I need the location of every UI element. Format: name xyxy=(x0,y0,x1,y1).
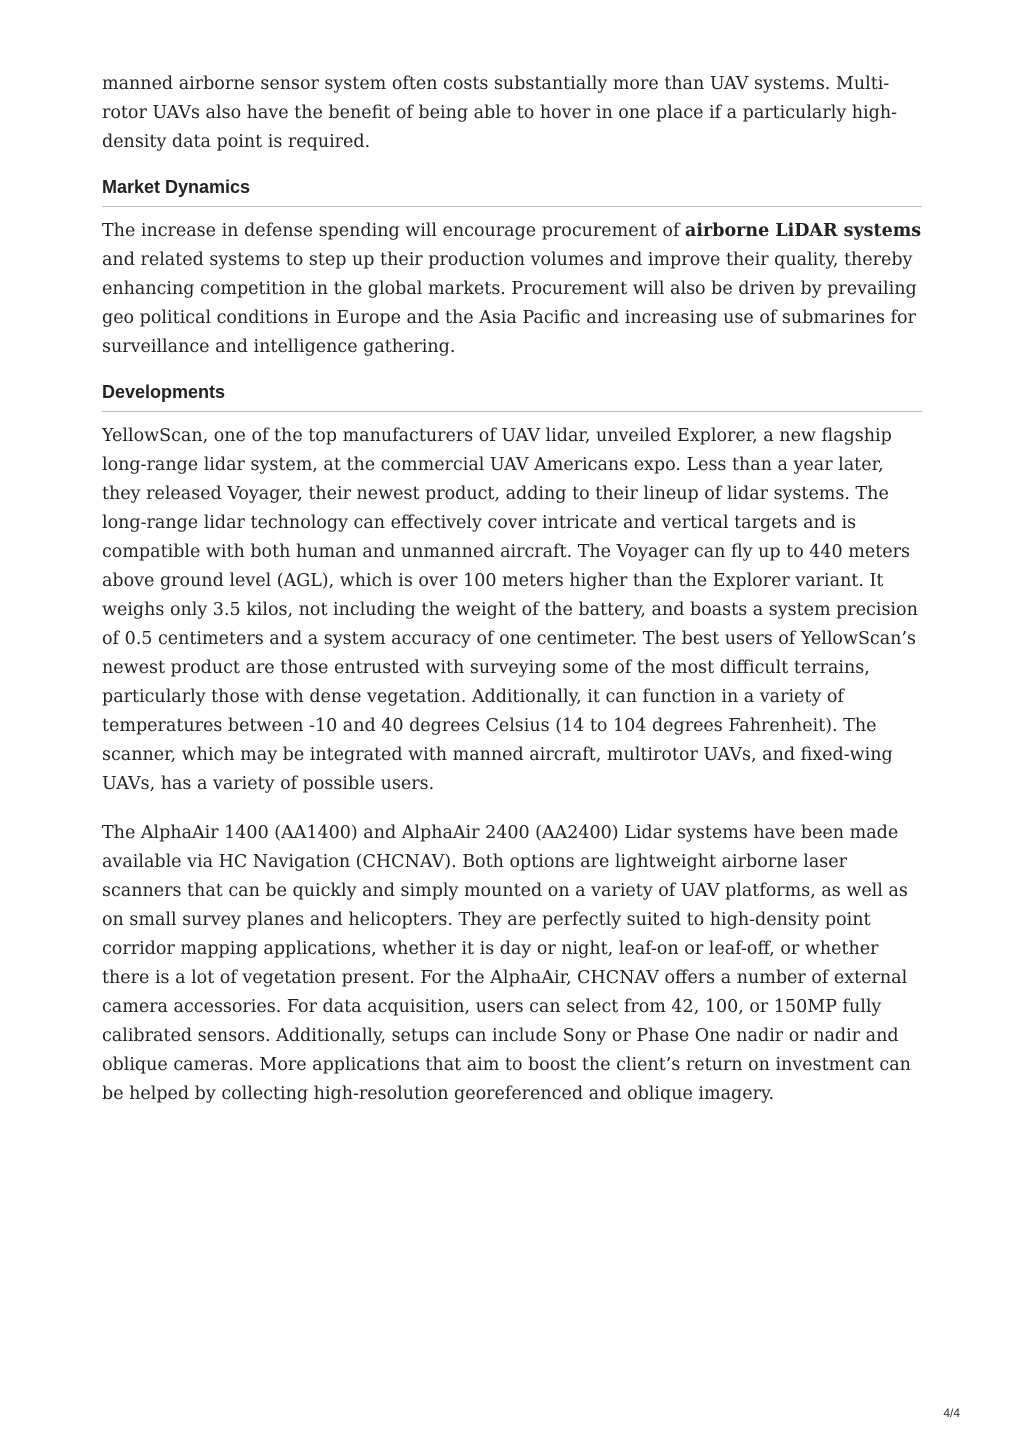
market-text-start: The increase in defense spending will encourage procurement of xyxy=(102,221,686,241)
intro-paragraph: manned airborne sensor system often costs substantially more than UAV systems. Multi-rotor UAVs also have the benefit of being able to hover in one place if a particularly high-density data point is required. xyxy=(102,74,898,152)
airborne-lidar-link[interactable]: airborne LiDAR systems xyxy=(685,221,922,241)
market-dynamics-paragraph xyxy=(102,217,922,362)
market-dynamics-heading: Market Dynamics xyxy=(102,177,922,207)
market-text-end: and related systems to step up their production volumes and improve their quality, thereby enhancing competition in the global markets. Procurement will also be driven by prevailing geo political conditions in Europe and the Asia Pacific and increasing use of submarines for surveillance and intelligence gathering. xyxy=(102,250,917,357)
alphaair-paragraph: The AlphaAir 1400 (AA1400) and AlphaAir 2400 (AA2400) Lidar systems have been made available via HC Navigation (CHCNAV). Both options are lightweight airborne laser scanners that can be quickly and simply mounted on a variety of UAV platforms, as well as on small survey planes and helicopters. They are perfectly suited to high-density point corridor mapping applications, whether it is day or night, leaf-on or leaf-off, or whether there is a lot of vegetation present. For the AlphaAir, CHCNAV offers a number of external camera accessories. For data acquisition, users can select from 42, 100, or 150MP fully calibrated sensors. Additionally, setups can include Sony or Phase One nadir or nadir and oblique cameras. More applications that aim to boost the client’s return on investment can be helped by collecting high-resolution georeferenced and oblique imagery. xyxy=(102,823,911,1104)
page-number: 4/4 xyxy=(943,1406,960,1420)
yellowscan-paragraph: YellowScan, one of the top manufacturers of UAV lidar, unveiled Explorer, a new flagship long-range lidar system, at the commercial UAV Americans expo. Less than a year later, they released Voyager, their newest product, adding to their lineup of lidar systems. The long-range lidar technology can effectively cover intricate and vertical targets and is compatible with both human and unmanned aircraft. The Voyager can fly up to 440 meters above ground level (AGL), which is over 100 meters higher than the Explorer variant. It weighs only 3.5 kilos, not including the weight of the battery, and boasts a system precision of 0.5 centimeters and a system accuracy of one centimeter. The best users of YellowScan’s newest product are those entrusted with surveying some of the most difficult terrains, particularly those with dense vegetation. Additionally, it can function in a variety of temperatures between -10 and 40 degrees Celsius (14 to 104 degrees Fahrenheit). The scanner, which may be integrated with manned aircraft, multirotor UAVs, and fixed-wing UAVs, has a variety of possible users. xyxy=(102,426,918,794)
developments-heading: Developments xyxy=(102,382,922,412)
document-body xyxy=(102,70,922,1129)
